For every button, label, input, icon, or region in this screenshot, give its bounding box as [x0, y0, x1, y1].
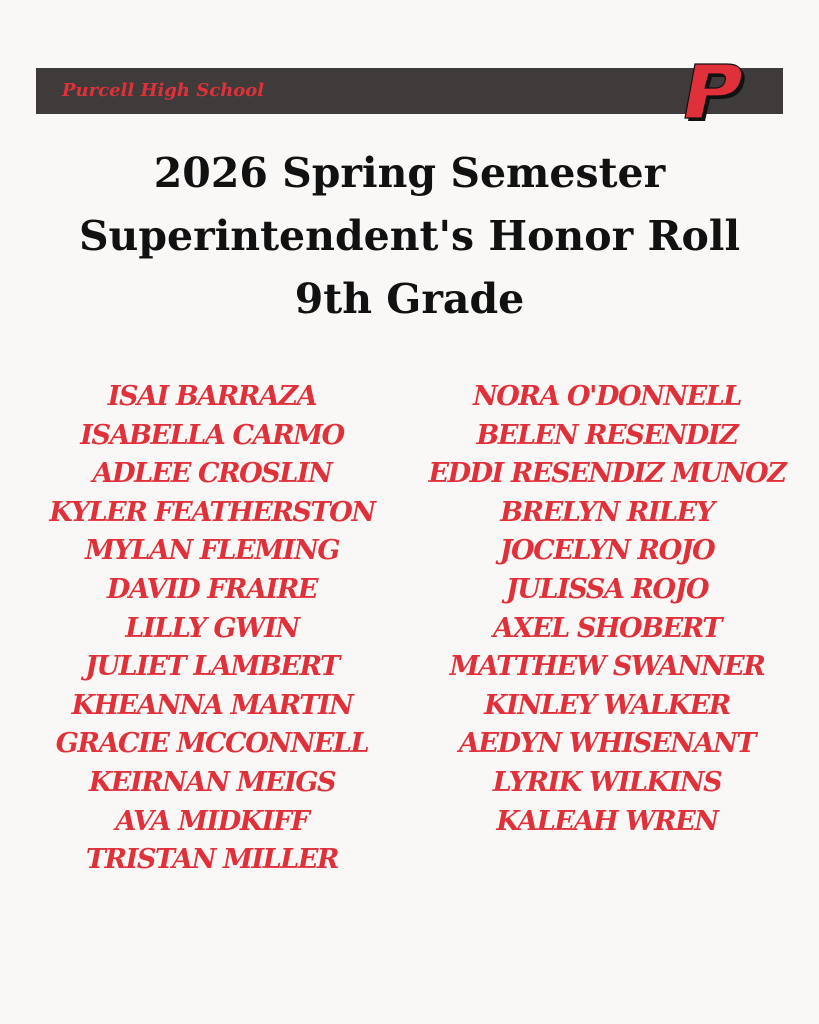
title-line-3: 9th Grade: [294, 275, 525, 323]
list-item: KEIRNAN MEIGS: [88, 766, 336, 798]
list-item: ISAI BARRAZA: [107, 381, 317, 412]
page-title: [0, 142, 819, 331]
names-column-right: [424, 378, 790, 841]
list-item: AVA MIDKIFF: [115, 805, 309, 837]
list-item: LYRIK WILKINS: [492, 766, 722, 798]
list-item: MATTHEW SWANNER: [449, 651, 765, 683]
list-item: KHEANNA MARTIN: [71, 689, 353, 721]
school-name: Purcell High School: [62, 80, 265, 101]
title-line-1: 2026 Spring Semester: [153, 149, 666, 197]
list-item: MYLAN FLEMING: [85, 535, 339, 567]
list-item: KINLEY WALKER: [484, 689, 730, 721]
names-column-left: [40, 378, 384, 880]
list-item: ADLEE CROSLIN: [92, 458, 332, 490]
list-item: KALEAH WREN: [496, 805, 718, 837]
list-item: ISABELLA CARMO: [80, 419, 344, 451]
list-item: JULIET LAMBERT: [85, 651, 339, 683]
header-bar: [36, 68, 783, 114]
list-item: KYLER FEATHERSTON: [49, 496, 375, 528]
list-item: BRELYN RILEY: [500, 496, 714, 528]
list-item: LILLY GWIN: [125, 612, 299, 644]
list-item: NORA O'DONNELL: [472, 381, 741, 412]
purcell-p-logo-icon: [675, 58, 747, 124]
list-item: AEDYN WHISENANT: [458, 728, 756, 760]
list-item: DAVID FRAIRE: [106, 573, 318, 605]
list-item: GRACIE MCCONNELL: [55, 728, 369, 760]
list-item: TRISTAN MILLER: [85, 844, 339, 876]
list-item: BELEN RESENDIZ: [476, 419, 738, 451]
list-item: JOCELYN ROJO: [499, 535, 715, 567]
list-item: AXEL SHOBERT: [492, 612, 722, 644]
title-line-2: Superintendent's Honor Roll: [78, 212, 741, 260]
list-item: EDDI RESENDIZ MUNOZ: [428, 458, 786, 490]
list-item: JULISSA ROJO: [505, 573, 709, 605]
